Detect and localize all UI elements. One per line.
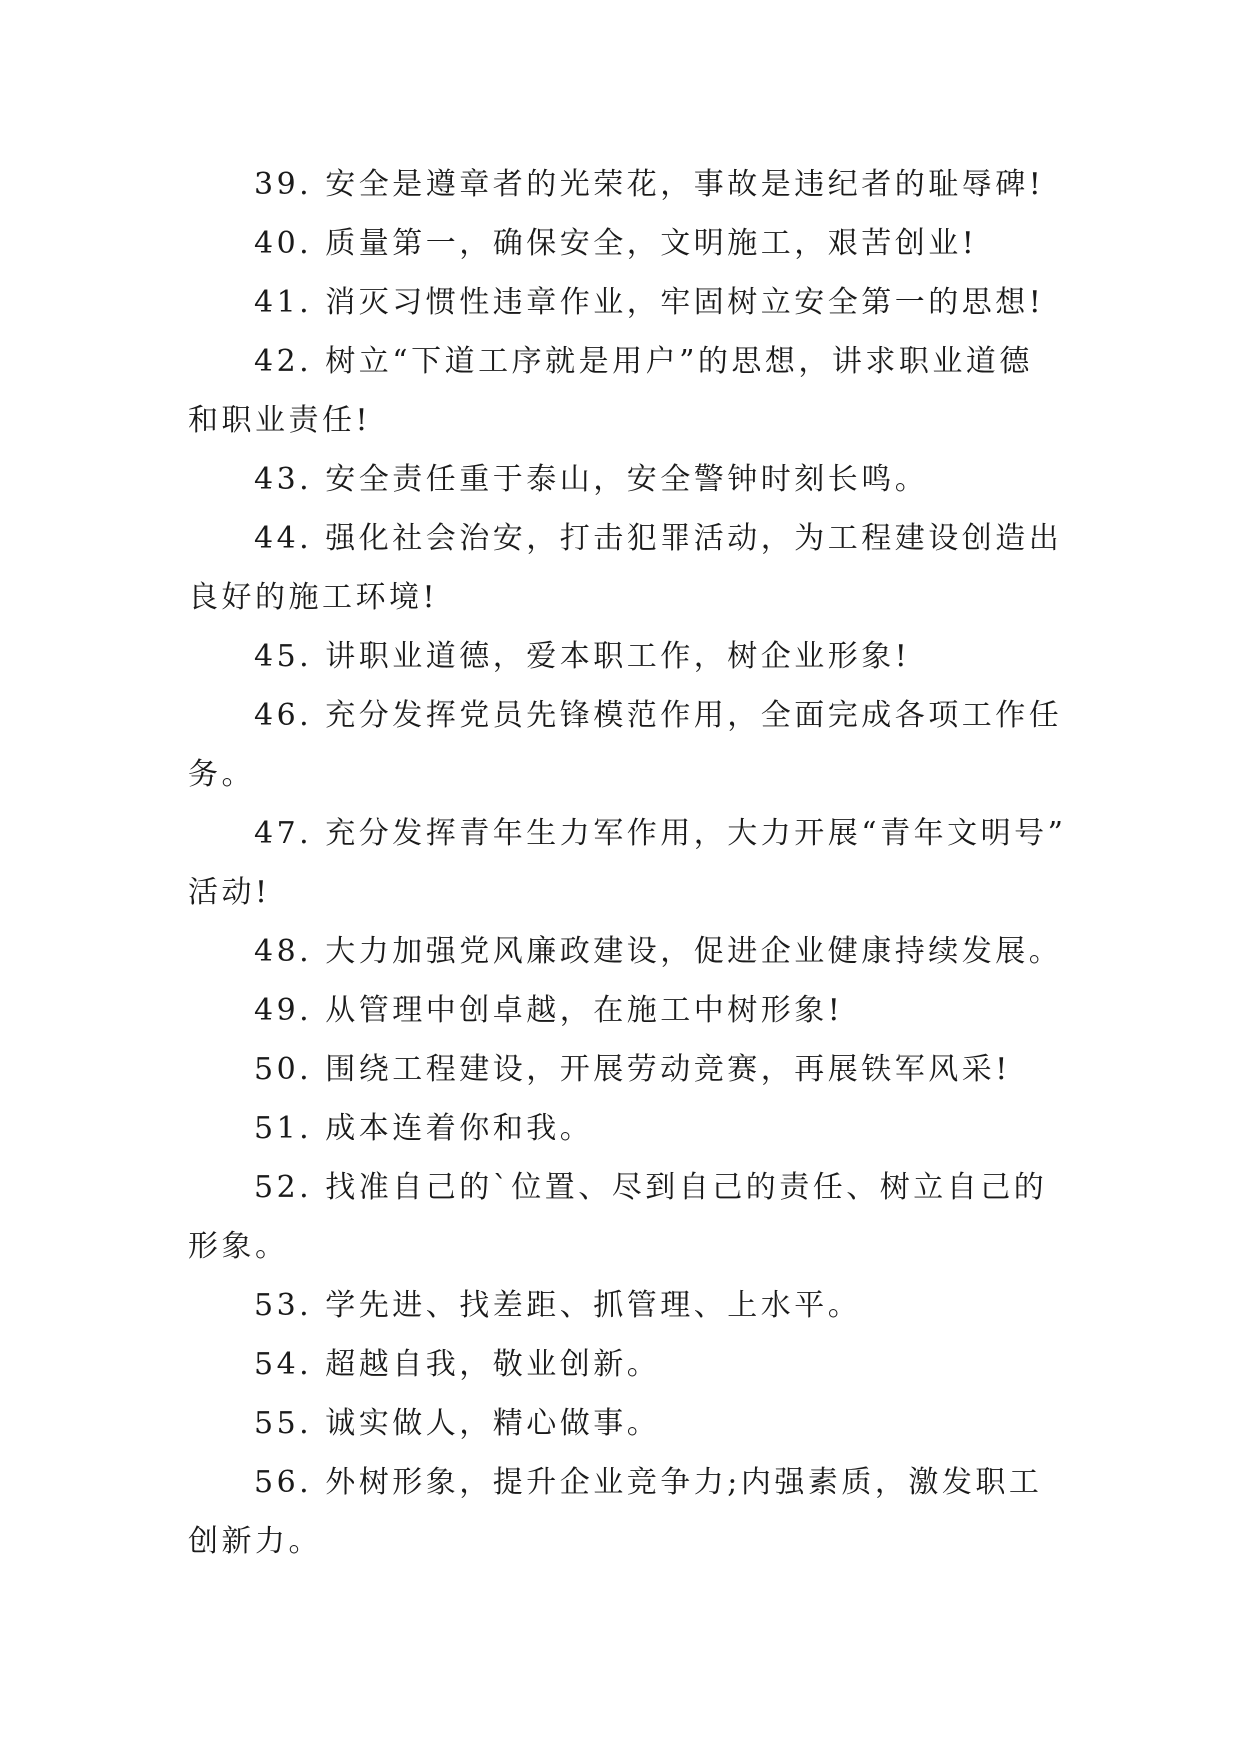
text-line: 48. 大力加强党风廉政建设，促进企业健康持续发展。 [254, 934, 1063, 969]
text-line: 42. 树立“下道工序就是用户”的思想，讲求职业道德 [254, 344, 1033, 379]
text-line-continuation: 形象。 [188, 1229, 289, 1264]
text-line: 50. 围绕工程建设，开展劳动竞赛，再展铁军风采! [254, 1052, 1011, 1087]
text-line: 49. 从管理中创卓越，在施工中树形象! [254, 993, 844, 1028]
text-line-continuation: 和职业责任! [188, 403, 372, 438]
text-line: 47. 充分发挥青年生力军作用，大力开展“青年文明号” [254, 816, 1067, 851]
text-line: 43. 安全责任重于泰山，安全警钟时刻长鸣。 [254, 462, 929, 497]
text-line-continuation: 创新力。 [188, 1524, 322, 1559]
text-line: 51. 成本连着你和我。 [254, 1111, 594, 1146]
text-line: 41. 消灭习惯性违章作业，牢固树立安全第一的思想! [254, 285, 1045, 320]
text-line-continuation: 良好的施工环境! [188, 580, 439, 615]
document-body [188, 155, 1068, 1571]
text-line: 44. 强化社会治安，打击犯罪活动，为工程建设创造出 [254, 521, 1063, 556]
text-line: 53. 学先进、找差距、抓管理、上水平。 [254, 1288, 862, 1323]
text-line-continuation: 活动! [188, 875, 271, 910]
text-line-continuation: 务。 [188, 757, 255, 792]
text-line: 39. 安全是遵章者的光荣花，事故是违纪者的耻辱碑! [254, 167, 1045, 202]
text-line: 40. 质量第一，确保安全，文明施工，艰苦创业! [254, 226, 978, 261]
text-line: 54. 超越自我，敬业创新。 [254, 1347, 661, 1382]
text-line: 56. 外树形象，提升企业竞争力;内强素质，激发职工 [254, 1465, 1043, 1500]
text-line: 46. 充分发挥党员先锋模范作用，全面完成各项工作任 [254, 698, 1063, 733]
text-line: 52. 找准自己的`位置、尽到自己的责任、树立自己的 [254, 1170, 1048, 1205]
text-line: 45. 讲职业道德，爱本职工作，树企业形象! [254, 639, 911, 674]
text-line: 55. 诚实做人，精心做事。 [254, 1406, 661, 1441]
